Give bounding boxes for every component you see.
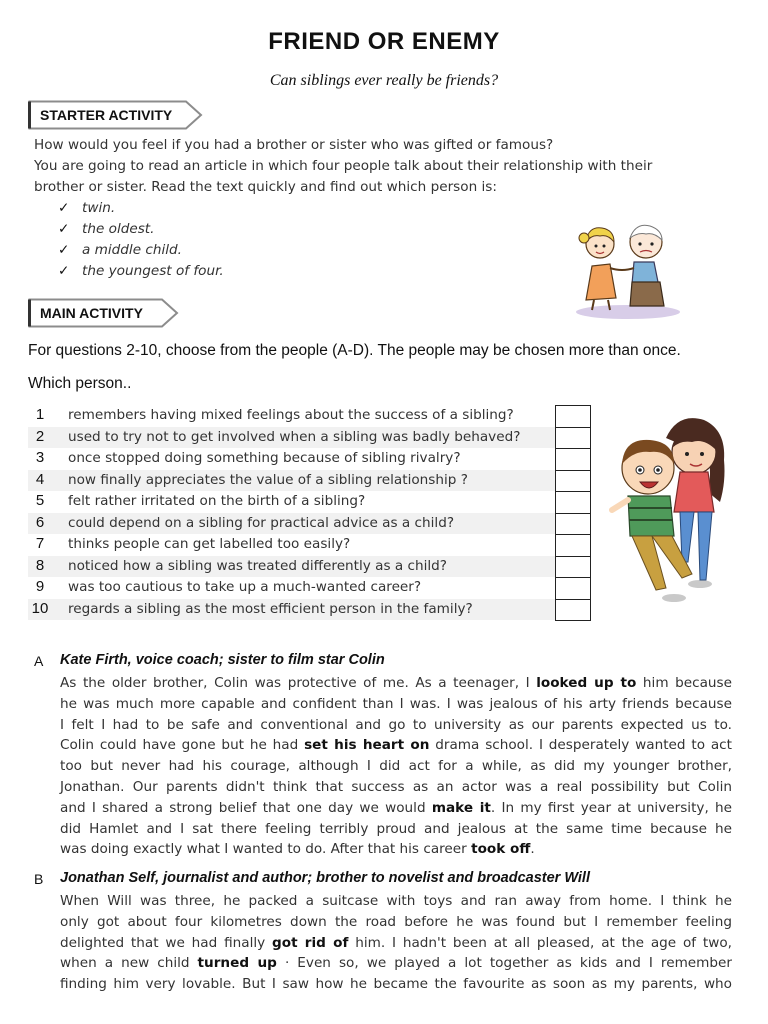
question-number: 3 [35, 449, 45, 466]
siblings-illustration-large [608, 412, 736, 604]
article-line [60, 819, 732, 840]
answer-box[interactable] [555, 405, 591, 428]
article-line [60, 891, 732, 912]
check-icon: ✓ [58, 263, 70, 279]
text-run: When Will was three, he packed a suitcase with toys and ran away from home. I think he [60, 893, 732, 909]
intro-line: How would you feel if you had a brother or sister who was gifted or famous? [34, 137, 554, 153]
text-run: did Hamlet and I sat there feeling terribly proud and jealous at the same time because he [60, 820, 732, 837]
main-activity-label: MAIN ACTIVITY [40, 305, 143, 321]
answer-box[interactable] [555, 599, 591, 622]
questions-table [28, 405, 590, 620]
question-number: 2 [35, 427, 45, 445]
text-run: when a new child [60, 955, 198, 972]
answer-box[interactable] [555, 470, 591, 493]
question-number: 6 [35, 513, 45, 531]
checklist-item: ✓ twin. [58, 198, 224, 219]
question-text: felt rather irritated on the birth of a sibling? [68, 493, 366, 509]
question-text: once stopped doing something because of sibling rivalry? [68, 450, 461, 466]
intro-line: You are going to read an article in which four people talk about their relationship with their [34, 158, 653, 174]
text-run: only got about four kilometres down the road before he was found but I remember feeling [60, 913, 732, 930]
checklist-item: ✓ the oldest. [58, 219, 224, 240]
starter-activity-tag [28, 100, 172, 130]
checklist-item: ✓ the youngest of four. [58, 261, 224, 282]
question-row [28, 556, 590, 578]
text-run: Jonathan. Our parents didn't think that success as an actor was a real possibility but Colin [60, 778, 732, 795]
answer-box[interactable] [555, 577, 591, 600]
which-person-prompt: Which person.. [28, 375, 132, 392]
article-body [60, 891, 732, 995]
article-line [60, 798, 732, 819]
article-line [60, 715, 732, 736]
answer-box[interactable] [555, 513, 591, 536]
check-icon: ✓ [58, 221, 70, 237]
text-run: and I shared a strong belief that one day we would [60, 799, 432, 816]
question-number: 10 [31, 599, 49, 617]
article-line [60, 974, 732, 995]
question-text: remembers having mixed feelings about the success of a sibling? [68, 407, 514, 423]
bold-phrase: looked up to [536, 675, 637, 691]
text-run: him. I hadn't been at all pleased, at the age of two, [348, 934, 732, 951]
article-line [60, 912, 732, 933]
text-run: . In my first year at university, he [490, 799, 732, 816]
question-text: noticed how a sibling was treated differently as a child? [68, 557, 448, 574]
question-row [28, 534, 590, 556]
text-run: was doing exactly what I wanted to do. After that his career [60, 841, 472, 858]
check-icon: ✓ [58, 200, 70, 216]
question-row [28, 513, 590, 535]
page-subtitle: Can siblings ever really be friends? [269, 72, 499, 89]
answer-box[interactable] [555, 427, 591, 450]
question-number: 8 [35, 556, 45, 574]
article-line [60, 777, 732, 798]
question-row [28, 599, 590, 621]
question-row [28, 577, 590, 599]
checklist-item: ✓ a middle child. [58, 240, 224, 261]
text-run: drama school. I desperately wanted to act [429, 737, 732, 754]
article-line [60, 953, 732, 974]
article-line [60, 756, 732, 777]
text-run: him because [636, 675, 732, 691]
article-line [60, 694, 732, 715]
article-line [60, 735, 732, 756]
article-heading: Kate Firth, voice coach; sister to film star Colin [60, 652, 385, 668]
bold-phrase: set his heart on [304, 737, 430, 754]
instructions: For questions 2-10, choose from the people (A-D). The people may be chosen more than once. [28, 342, 681, 359]
text-run: Colin could have gone but he had [60, 737, 305, 754]
question-number: 4 [35, 470, 45, 488]
intro-line: brother or sister. Read the text quickly and find out which person is: [34, 179, 497, 195]
question-number: 5 [35, 492, 45, 509]
text-run: delighted that we had finally [60, 934, 272, 951]
question-number: 7 [35, 535, 45, 552]
article-line [60, 933, 732, 954]
question-text: was too cautious to take up a much-wanted career? [68, 579, 422, 595]
answer-box[interactable] [555, 491, 591, 514]
question-text: could depend on a sibling for practical advice as a child? [68, 514, 455, 531]
checklist [58, 198, 224, 282]
answer-box[interactable] [555, 534, 591, 557]
bold-phrase: turned up [197, 955, 277, 972]
article-letter: A [34, 653, 44, 669]
question-row [28, 448, 590, 470]
question-number: 1 [35, 406, 45, 423]
text-run: . [530, 841, 535, 858]
answer-box[interactable] [555, 448, 591, 471]
answer-box[interactable] [555, 556, 591, 579]
text-run: he was much more capable and confident than I was. I was jealous of his arty friends because [60, 695, 732, 712]
article-letter: B [34, 871, 44, 887]
question-text: thinks people can get labelled too easily? [68, 536, 351, 552]
main-activity-tag [28, 298, 143, 328]
bold-phrase: make it [431, 799, 491, 816]
check-icon: ✓ [58, 242, 70, 258]
text-run: · Even so, we played a lot together as kids and I remember [276, 955, 732, 972]
question-text: used to try not to get involved when a sibling was badly behaved? [68, 428, 521, 445]
question-row [28, 470, 590, 492]
article-line [60, 673, 732, 694]
siblings-illustration-small [570, 208, 685, 323]
question-row [28, 405, 590, 427]
question-text: now finally appreciates the value of a sibling relationship ? [68, 471, 468, 488]
starter-activity-label: STARTER ACTIVITY [40, 107, 173, 123]
bold-phrase: took off [471, 841, 531, 858]
article-body [60, 673, 732, 860]
text-run: I felt I had to be safe and conventional and go to university as our parents expected us to. [60, 716, 732, 733]
bold-phrase: got rid of [272, 934, 349, 951]
article-line [60, 839, 732, 860]
text-run: As the older brother, Colin was protective of me. As a teenager, I [60, 675, 537, 691]
article-heading: Jonathan Self, journalist and author; brother to novelist and broadcaster Will [60, 870, 590, 886]
page-title: FRIEND OR ENEMY [268, 28, 500, 55]
text-run: too but never had his courage, although I did act for a while, as did my younger brother, [60, 758, 732, 775]
question-row [28, 427, 590, 449]
text-run: finding him very lovable. But I saw how he became the favourite as soon as my parents, who [60, 976, 732, 993]
starter-intro [34, 135, 724, 198]
question-text: regards a sibling as the most efficient person in the family? [68, 600, 473, 617]
question-number: 9 [35, 578, 45, 595]
question-row [28, 491, 590, 513]
